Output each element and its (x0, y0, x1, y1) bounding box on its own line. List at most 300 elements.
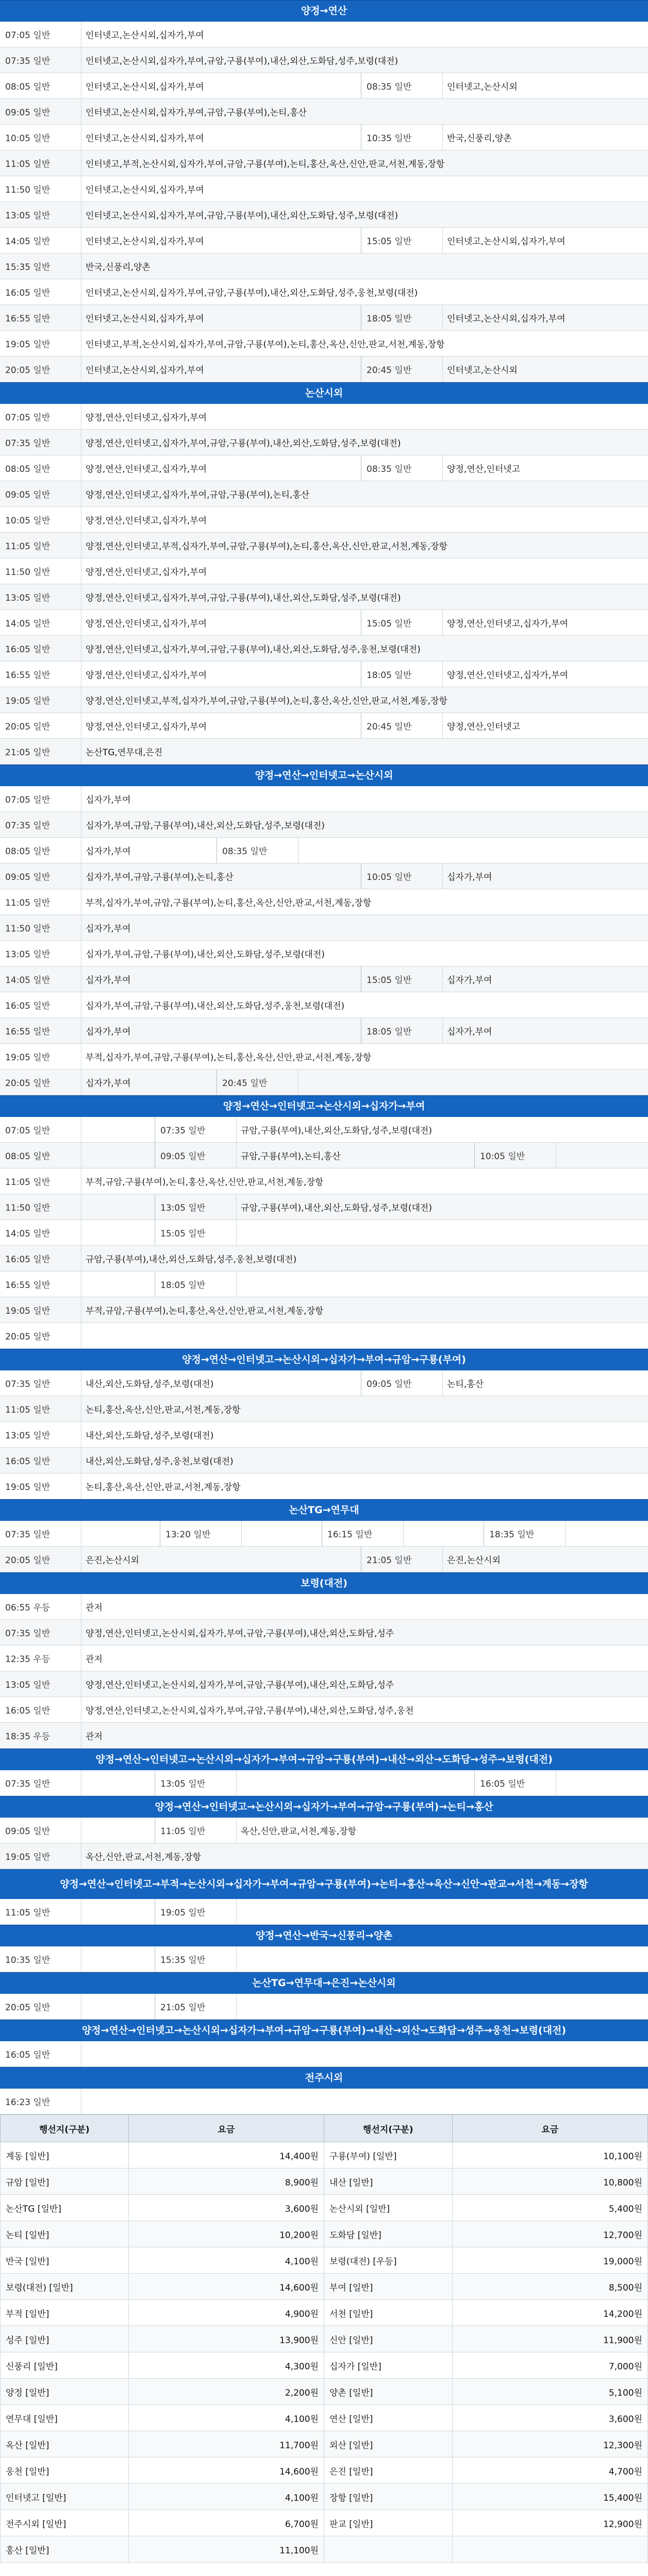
departure-entry[interactable] (474, 1143, 648, 1168)
stops-list: 양정,연산,인터넷고 (447, 722, 521, 732)
stops-list: 인터넷고,논산시외 (447, 82, 518, 92)
timetable-section (0, 2067, 648, 2114)
departure-entry[interactable] (0, 279, 648, 304)
fare-price: 11,700원 (128, 2431, 324, 2458)
stops-list: 부적,십자가,부여,규암,구룡(부여),논티,홍산,옥산,신안,판교,서천,계동,장항 (86, 1053, 372, 1063)
departure-time: 20:05 일반 (0, 1323, 81, 1348)
schedule-row (0, 1220, 648, 1246)
timetable-section (0, 1925, 648, 1972)
schedule-row (0, 889, 648, 915)
fare-row (1, 2536, 648, 2563)
departure-time: 10:35 일반 (0, 1946, 81, 1972)
stops-list: 양정,연산,인터넷고 (447, 464, 521, 474)
departure-entry[interactable] (0, 47, 648, 73)
schedule-row (0, 1194, 648, 1220)
departure-entry[interactable] (0, 1448, 648, 1473)
stops-list: 인터넷고,논산시외,십자가,부여,규암,구룡(부여),논티,홍산 (86, 108, 307, 118)
departure-entry[interactable] (361, 713, 648, 738)
fare-price: 10,200원 (128, 2221, 324, 2247)
departure-entry[interactable] (0, 1994, 155, 2019)
timetable-section (0, 1349, 648, 1499)
departure-entry[interactable] (361, 73, 648, 98)
stops-list: 관저 (86, 1654, 103, 1665)
departure-entry[interactable] (0, 1422, 648, 1447)
departure-entry[interactable] (155, 1117, 648, 1142)
section-title: 양정→연산→인터넷고→논산시외→십자가→부여→규암→구룡(부여)→내산→외산→도화담→성주→웅천→보령(대전) (0, 2020, 648, 2041)
section-rows (0, 1899, 648, 1925)
section-title: 양정→연산→인터넷고→부적→논산시외→십자가→부여→규암→구룡(부여)→논티→홍산→옥산→신안→판교→서천→계동→장항 (0, 1869, 648, 1899)
departure-time: 16:55 일반 (0, 305, 81, 330)
departure-time: 15:05 일반 (361, 610, 443, 635)
departure-entry[interactable] (0, 1396, 648, 1421)
section-title: 양정→연산→인터넷고→논산시외→십자가→부여→규암→구룡(부여)→논티→홍산 (0, 1796, 648, 1818)
departure-time: 16:05 일반 (0, 2041, 81, 2066)
departure-entry[interactable] (0, 202, 648, 227)
departure-time: 10:05 일반 (0, 125, 81, 150)
departure-time: 13:05 일반 (155, 1194, 237, 1219)
departure-entry[interactable] (0, 662, 361, 687)
departure-time: 11:50 일반 (0, 1194, 81, 1219)
departure-entry[interactable] (0, 1843, 648, 1869)
fare-destination: 웅천 [일반] (1, 2458, 129, 2484)
departure-entry[interactable] (0, 941, 648, 966)
departure-time: 13:05 일반 (0, 202, 81, 227)
departure-entry[interactable] (0, 1168, 648, 1194)
fare-price: 4,100원 (128, 2484, 324, 2510)
fare-price: 3,600원 (452, 2405, 647, 2431)
stops-list: 인터넷고,논산시외,십자가,부여 (86, 185, 204, 195)
departure-entry[interactable] (0, 1018, 361, 1043)
departure-time: 08:35 일반 (361, 455, 443, 481)
departure-time: 08:05 일반 (0, 455, 81, 481)
schedule-row (0, 941, 648, 967)
fare-price: 14,400원 (128, 2142, 324, 2168)
section-title: 양정→연산→인터넷고→논산시외→십자가→부여→규암→구룡(부여)→내산→외산→도화담→성주→보령(대전) (0, 1749, 648, 1770)
fare-price: 5,100원 (452, 2379, 647, 2405)
fare-price: 4,700원 (452, 2458, 647, 2484)
departure-entry[interactable] (0, 1697, 648, 1722)
schedule-row (0, 279, 648, 305)
fare-destination: 내산 [일반] (324, 2168, 452, 2195)
departure-entry[interactable] (0, 1370, 361, 1396)
departure-entry[interactable] (160, 1521, 322, 1546)
departure-time: 10:05 일반 (361, 863, 443, 889)
departure-time: 19:05 일반 (0, 1473, 81, 1499)
stops-list: 논산TG,연무대,은진 (86, 748, 163, 758)
schedule-row (0, 1117, 648, 1143)
fare-destination: 홍산 [일반] (1, 2536, 129, 2563)
schedule-row (0, 915, 648, 941)
fare-row (1, 2352, 648, 2379)
fare-price: 8,500원 (452, 2274, 647, 2300)
departure-entry[interactable] (0, 2089, 648, 2114)
stops-list: 양정,연산,인터넷고,십자가,부여,규암,구룡(부여),내산,외산,도화담,성주,웅천,보령(대전) (86, 645, 421, 655)
departure-time: 13:05 일반 (0, 1671, 81, 1697)
departure-entry[interactable] (0, 863, 361, 889)
schedule-row (0, 1818, 648, 1843)
departure-time: 11:05 일반 (0, 533, 81, 558)
departure-time: 21:05 일반 (0, 739, 81, 764)
departure-entry[interactable] (0, 1723, 648, 1748)
departure-entry[interactable] (0, 1143, 155, 1168)
departure-entry[interactable] (0, 713, 361, 738)
departure-entry[interactable] (361, 455, 648, 481)
departure-time: 10:05 일반 (0, 507, 81, 532)
departure-time: 13:20 일반 (160, 1521, 242, 1546)
fare-price: 13,900원 (128, 2326, 324, 2352)
departure-time: 11:05 일반 (0, 1899, 81, 1924)
departure-time: 16:23 일반 (0, 2089, 81, 2114)
departure-entry[interactable] (0, 636, 648, 661)
departure-time: 07:05 일반 (0, 22, 81, 47)
schedule-row (0, 1646, 648, 1671)
departure-entry[interactable] (155, 1770, 474, 1795)
fare-price: 11,900원 (452, 2326, 647, 2352)
schedule-row (0, 739, 648, 765)
schedule-row (0, 1018, 648, 1044)
departure-entry[interactable] (0, 1194, 155, 1219)
departure-time: 13:05 일반 (155, 1770, 237, 1795)
schedule-row (0, 1697, 648, 1723)
schedule-row (0, 1723, 648, 1749)
departure-entry[interactable] (0, 73, 361, 98)
schedule-row (0, 1448, 648, 1473)
stops-list: 논티,홍산 (447, 1379, 484, 1389)
schedule-row (0, 125, 648, 150)
departure-entry[interactable] (0, 22, 648, 47)
departure-entry[interactable] (0, 1272, 155, 1297)
fare-column-header: 요금 (452, 2115, 647, 2142)
departure-entry[interactable] (361, 967, 648, 992)
departure-time: 14:05 일반 (0, 610, 81, 635)
section-title: 논산시외 (0, 382, 648, 404)
departure-time: 19:05 일반 (0, 687, 81, 713)
timetable-section (0, 1796, 648, 1869)
departure-time: 20:05 일반 (0, 357, 81, 382)
fare-price: 6,700원 (128, 2510, 324, 2536)
departure-entry[interactable] (0, 1946, 155, 1972)
fare-destination: 논티 [일반] (1, 2221, 129, 2247)
fare-price: 10,100원 (452, 2142, 647, 2168)
fare-price: 4,300원 (128, 2352, 324, 2379)
schedule-row (0, 610, 648, 636)
departure-entry[interactable] (361, 1370, 648, 1396)
departure-time: 20:45 일반 (361, 713, 443, 738)
fare-destination: 양촌 [일반] (324, 2379, 452, 2405)
departure-entry[interactable] (0, 1473, 648, 1499)
fare-destination: 규암 [일반] (1, 2168, 129, 2195)
fare-destination: 보령(대전) [우등] (324, 2247, 452, 2274)
departure-entry[interactable] (0, 305, 361, 330)
departure-entry[interactable] (0, 533, 648, 558)
departure-time: 18:05 일반 (155, 1272, 237, 1297)
departure-entry[interactable] (0, 1818, 155, 1843)
stops-list: 인터넷고,논산시외,십자가,부여 (86, 30, 204, 41)
departure-entry[interactable] (155, 1220, 648, 1245)
departure-entry[interactable] (0, 687, 648, 713)
section-title: 보령(대전) (0, 1572, 648, 1594)
departure-time: 18:05 일반 (361, 305, 443, 330)
departure-entry[interactable] (0, 1323, 648, 1348)
stops-list: 인터넷고,논산시외,십자가,부여 (86, 365, 204, 376)
departure-entry[interactable] (0, 228, 361, 253)
departure-time: 15:35 일반 (155, 1946, 237, 1972)
fare-destination: 외산 [일반] (324, 2431, 452, 2458)
stops-list: 논티,홍산,옥산,신안,판교,서천,계동,장항 (86, 1482, 241, 1493)
departure-entry[interactable] (0, 2041, 648, 2066)
departure-time: 20:05 일반 (0, 1994, 81, 2019)
schedule-row (0, 1946, 648, 1972)
schedule-row (0, 1594, 648, 1620)
departure-time: 16:05 일반 (0, 279, 81, 304)
departure-entry[interactable] (0, 1620, 648, 1645)
section-rows (0, 22, 648, 382)
departure-entry[interactable] (0, 838, 217, 863)
section-title: 양정→연산→반국→신풍리→양촌 (0, 1925, 648, 1946)
departure-time: 16:05 일반 (475, 1770, 556, 1795)
departure-entry[interactable] (0, 1220, 155, 1245)
timetable-section (0, 2020, 648, 2067)
schedule-row (0, 1143, 648, 1168)
departure-entry[interactable] (0, 1547, 361, 1572)
fare-price: 14,600원 (128, 2274, 324, 2300)
departure-time: 09:05 일반 (0, 481, 81, 506)
departure-entry[interactable] (0, 357, 361, 382)
stops-list: 십자가,부여 (86, 1027, 131, 1037)
departure-entry[interactable] (0, 1899, 155, 1924)
timetable-section (0, 1972, 648, 2020)
departure-entry[interactable] (0, 125, 361, 150)
departure-entry[interactable] (155, 1272, 648, 1297)
departure-entry[interactable] (0, 915, 648, 940)
stops-list: 인터넷고,논산시외,십자가,부여 (447, 314, 566, 324)
departure-entry[interactable] (0, 331, 648, 356)
section-title: 논산TG→연무대→은진→논산시외 (0, 1972, 648, 1994)
departure-entry[interactable] (361, 1018, 648, 1043)
schedule-row (0, 1620, 648, 1646)
departure-entry[interactable] (361, 863, 648, 889)
fare-destination: 부적 [일반] (1, 2300, 129, 2326)
schedule-row (0, 1246, 648, 1272)
stops-list: 십자가,부여,규암,구룡(부여),내산,외산,도화담,성주,보령(대전) (86, 950, 325, 960)
fare-row (1, 2405, 648, 2431)
departure-entry[interactable] (0, 889, 648, 914)
stops-list: 십자가,부여 (447, 975, 492, 986)
fare-header-row (1, 2115, 648, 2142)
schedule-row (0, 99, 648, 125)
departure-entry[interactable] (0, 430, 648, 455)
departure-entry[interactable] (0, 1297, 648, 1323)
stops-list: 양정,연산,인터넷고,논산시외,십자가,부여,규암,구룡(부여),내산,외산,도화담,성주,웅천 (86, 1706, 414, 1716)
departure-entry[interactable] (0, 1117, 155, 1142)
departure-entry[interactable] (484, 1521, 648, 1546)
departure-entry[interactable] (0, 481, 648, 506)
timetable-section (0, 765, 648, 1095)
departure-time: 20:05 일반 (0, 713, 81, 738)
stops-list: 십자가,부여 (86, 846, 131, 857)
stops-list: 은진,논산시외 (447, 1555, 501, 1566)
stops-list: 양정,연산,인터넷고,십자가,부여,규암,구룡(부여),논티,홍산 (86, 490, 310, 500)
departure-entry[interactable] (0, 1646, 648, 1671)
schedule-row (0, 1168, 648, 1194)
departure-entry[interactable] (361, 610, 648, 635)
departure-entry[interactable] (155, 1899, 648, 1924)
departure-entry[interactable] (361, 662, 648, 687)
stops-list: 인터넷고,논산시외,십자가,부여,규암,구룡(부여),내산,외산,도화담,성주,보령(대전) (86, 56, 398, 66)
departure-entry[interactable] (361, 1547, 648, 1572)
stops-list: 규암,구룡(부여),내산,외산,도화담,성주,보령(대전) (241, 1126, 432, 1136)
departure-entry[interactable] (0, 455, 361, 481)
departure-entry[interactable] (0, 558, 648, 584)
departure-entry[interactable] (155, 1194, 648, 1219)
departure-entry[interactable] (0, 176, 648, 201)
stops-list: 관저 (86, 1603, 103, 1613)
departure-time: 11:05 일반 (155, 1818, 237, 1843)
fare-column-header: 행선지(구분) (1, 2115, 129, 2142)
section-rows (0, 1117, 648, 1349)
schedule-row (0, 1843, 648, 1869)
stops-list: 십자가,부여 (447, 872, 492, 883)
departure-entry[interactable] (0, 812, 648, 837)
departure-entry[interactable] (0, 1671, 648, 1697)
schedule-row (0, 1272, 648, 1297)
departure-entry[interactable] (0, 1070, 217, 1095)
timetable-section (0, 1572, 648, 1749)
section-rows (0, 1370, 648, 1499)
departure-entry[interactable] (0, 1770, 155, 1795)
departure-entry[interactable] (0, 404, 648, 429)
schedule-row (0, 507, 648, 533)
timetable-section (0, 0, 648, 382)
section-rows (0, 1994, 648, 2020)
departure-entry[interactable] (0, 739, 648, 764)
departure-entry[interactable] (0, 1521, 160, 1546)
fare-row (1, 2300, 648, 2326)
departure-entry[interactable] (0, 1044, 648, 1069)
departure-entry[interactable] (361, 305, 648, 330)
stops-list: 규암,구룡(부여),내산,외산,도화담,성주,웅천,보령(대전) (86, 1255, 297, 1265)
section-rows (0, 404, 648, 765)
departure-entry[interactable] (0, 150, 648, 176)
departure-time: 07:05 일반 (0, 404, 81, 429)
schedule-row (0, 1044, 648, 1070)
departure-entry[interactable] (0, 507, 648, 532)
departure-entry[interactable] (155, 1994, 648, 2019)
departure-entry[interactable] (155, 1143, 474, 1168)
stops-list: 양정,연산,인터넷고,십자가,부여 (86, 413, 207, 423)
fare-destination: 신풍리 [일반] (1, 2352, 129, 2379)
fare-row (1, 2510, 648, 2536)
section-rows (0, 1594, 648, 1749)
fare-price: 12,900원 (452, 2510, 647, 2536)
departure-entry[interactable] (474, 1770, 648, 1795)
stops-list: 내산,외산,도화담,성주,웅천,보령(대전) (86, 1456, 234, 1467)
departure-entry[interactable] (217, 838, 648, 863)
departure-entry[interactable] (155, 1818, 648, 1843)
departure-entry[interactable] (322, 1521, 484, 1546)
schedule-row (0, 22, 648, 47)
fare-price: 12,300원 (452, 2431, 647, 2458)
departure-entry[interactable] (0, 99, 648, 124)
stops-list: 관저 (86, 1732, 103, 1742)
departure-time: 15:05 일반 (155, 1220, 237, 1245)
departure-entry[interactable] (361, 357, 648, 382)
departure-time: 09:05 일반 (361, 1370, 443, 1396)
departure-time: 20:05 일반 (0, 1547, 81, 1572)
section-rows (0, 1946, 648, 1972)
stops-list: 부적,십자가,부여,규암,구룡(부여),논티,홍산,옥산,신안,판교,서천,계동,장항 (86, 898, 372, 908)
departure-time: 09:05 일반 (155, 1143, 237, 1168)
departure-entry[interactable] (361, 228, 648, 253)
departure-entry[interactable] (0, 1246, 648, 1271)
stops-list: 십자가,부여,규암,구룡(부여),내산,외산,도화담,성주,웅천,보령(대전) (86, 1001, 345, 1011)
departure-time: 09:05 일반 (0, 1818, 81, 1843)
stops-list: 인터넷고,논산시외,십자가,부여 (86, 314, 204, 324)
departure-entry[interactable] (0, 992, 648, 1018)
fare-destination: 양정 [일반] (1, 2379, 129, 2405)
fare-destination: 부여 [일반] (324, 2274, 452, 2300)
fare-destination: 전주시외 [일반] (1, 2510, 129, 2536)
departure-entry[interactable] (0, 610, 361, 635)
stops-list: 십자가,부여 (86, 795, 131, 805)
stops-list: 십자가,부여,규암,구룡(부여),내산,외산,도화담,성주,보령(대전) (86, 821, 325, 831)
fare-destination: 논산TG [일반] (1, 2195, 129, 2221)
departure-entry[interactable] (0, 584, 648, 609)
stops-list: 양정,연산,인터넷고,십자가,부여 (86, 619, 207, 629)
departure-time: 18:05 일반 (361, 1018, 443, 1043)
fare-row (1, 2484, 648, 2510)
departure-entry[interactable] (155, 1946, 648, 1972)
departure-entry[interactable] (361, 125, 648, 150)
stops-list: 양정,연산,인터넷고,십자가,부여 (447, 670, 569, 681)
stops-list: 내산,외산,도화담,성주,보령(대전) (86, 1431, 214, 1441)
stops-list: 십자가,부여,규암,구룡(부여),논티,홍산 (86, 872, 234, 883)
departure-time: 16:05 일반 (0, 636, 81, 661)
departure-entry[interactable] (0, 1594, 648, 1619)
fare-price: 4,100원 (128, 2405, 324, 2431)
stops-list: 인터넷고,논산시외,십자가,부여,규암,구룡(부여),내산,외산,도화담,성주,보령(대전) (86, 211, 398, 221)
departure-entry[interactable] (217, 1070, 648, 1095)
schedule-row (0, 455, 648, 481)
schedule-row (0, 176, 648, 202)
stops-list: 양정,연산,인터넷고,논산시외,십자가,부여,규암,구룡(부여),내산,외산,도화담,성주 (86, 1629, 394, 1639)
stops-list: 반국,신풍리,양촌 (86, 262, 151, 273)
stops-list: 논티,홍산,옥산,신안,판교,서천,계동,장항 (86, 1405, 241, 1415)
stops-list: 은진,논산시외 (86, 1555, 139, 1566)
departure-entry[interactable] (0, 786, 648, 811)
departure-entry[interactable] (0, 253, 648, 279)
departure-entry[interactable] (0, 967, 361, 992)
schedule-row (0, 1323, 648, 1349)
schedule-row (0, 1994, 648, 2020)
timetable-section (0, 1869, 648, 1925)
stops-list: 인터넷고,부적,논산시외,십자가,부여,규암,구룡(부여),논티,홍산,옥산,신안,판교,서천,계동,장항 (86, 159, 445, 170)
fare-destination: 성주 [일반] (1, 2326, 129, 2352)
departure-time: 11:50 일반 (0, 915, 81, 940)
schedule-row (0, 1422, 648, 1448)
fare-row (1, 2379, 648, 2405)
stops-list: 십자가,부여 (86, 975, 131, 986)
schedule-row (0, 558, 648, 584)
departure-time: 06:55 우등 (0, 1594, 81, 1619)
stops-list: 옥산,신안,판교,서천,계동,장항 (86, 1852, 202, 1862)
schedule-row (0, 2041, 648, 2067)
schedule-row (0, 150, 648, 176)
section-rows (0, 1770, 648, 1796)
schedule-row (0, 636, 648, 662)
timetable-section (0, 1749, 648, 1796)
fare-destination: 계동 [일반] (1, 2142, 129, 2168)
